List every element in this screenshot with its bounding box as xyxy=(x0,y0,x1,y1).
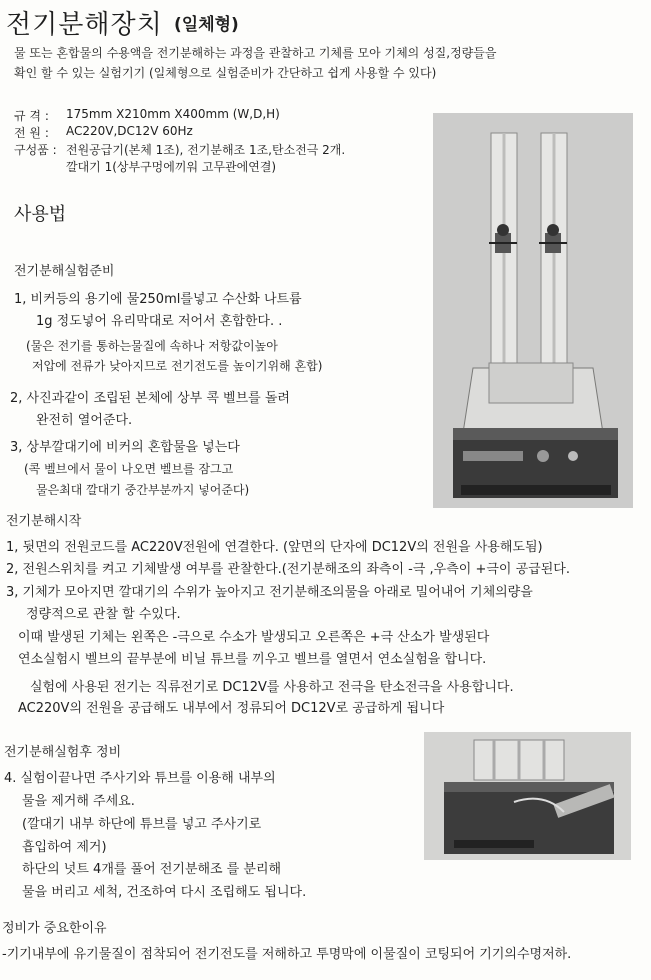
prep-heading: 전기분해실험준비 xyxy=(14,264,115,279)
start-heading: 전기분해시작 xyxy=(6,514,82,529)
prep-line: 3, 상부깔대기에 비커의 혼합물을 넣는다 xyxy=(10,440,240,455)
after-line: (깔대기 내부 하단에 튜브를 넣고 주사기로 xyxy=(22,817,262,832)
start-line: AC220V의 전원을 공급해도 내부에서 정류되어 DC12V로 공급하게 됩니다 xyxy=(18,701,445,716)
start-line: 2, 전원스위치를 켜고 기체발생 여부를 관찰한다.(전기분해조의 좌측이 -극 ,우측이 +극이 공급된다. xyxy=(6,562,570,577)
prep-line: 1, 비커등의 용기에 물250ml를넣고 수산화 나트륨 xyxy=(14,292,302,307)
document-title: 전기분해장치 xyxy=(6,10,163,40)
spec-size-value: 175mm X210mm X400mm (W,D,H) xyxy=(66,107,280,121)
spec-parts-value-1: 전원공급기(본체 1조), 전기분해조 1조,탄소전극 2개. xyxy=(66,143,346,157)
after-line: 물을 제거해 주세요. xyxy=(22,794,135,809)
prep-line: (콕 벨브에서 물이 나오면 벨브를 잠그고 xyxy=(24,462,234,476)
spec-parts-label: 구성품 : xyxy=(14,143,57,157)
after-line: 4. 실험이끝나면 주사기와 튜브를 이용해 내부의 xyxy=(4,771,276,786)
spec-power-label: 전 원 : xyxy=(14,126,49,140)
start-line: 연소실험시 벨브의 끝부분에 비닐 튜브를 끼우고 벨브를 열면서 연소실험을 합니다. xyxy=(18,652,487,667)
reason-line: -기기내부에 유기물질이 점착되어 전기전도를 저해하고 투명막에 이물질이 코팅되어 기기의수명저하. xyxy=(2,947,572,962)
document-subtitle: (일체형) xyxy=(174,15,239,35)
start-line: 3, 기체가 모아지면 깔대기의 수위가 높아지고 전기분해조의물을 아래로 밀어내어 기체의량을 xyxy=(6,585,533,600)
after-line: 흡입하여 제거) xyxy=(22,840,107,855)
after-heading: 전기분해실험후 정비 xyxy=(4,745,122,760)
maintenance-photo-image xyxy=(424,732,631,860)
prep-line: 1g 정도넣어 유리막대로 저어서 혼합한다. . xyxy=(36,314,283,329)
apparatus-photo xyxy=(433,113,633,508)
start-line: 정량적으로 관찰 할 수있다. xyxy=(26,607,181,622)
prep-line: 저압에 전류가 낮아지므로 전기전도를 높이기위해 혼합) xyxy=(32,359,323,373)
prep-line: 2, 사진과같이 조립된 본체에 상부 콕 벨브를 돌려 xyxy=(10,391,290,406)
start-line: 실험에 사용된 전기는 직류전기로 DC12V를 사용하고 전극을 탄소전극을 사용합니다. xyxy=(30,680,514,695)
prep-line: 물은최대 깔대기 중간부분까지 넣어준다) xyxy=(36,483,250,497)
prep-line: 완전히 열어준다. xyxy=(36,413,133,428)
start-line: 이때 발생된 기체는 왼쪽은 -극으로 수소가 발생되고 오른쪽은 +극 산소가 발생된다 xyxy=(18,630,490,645)
usage-heading: 사용법 xyxy=(14,204,67,225)
spec-size-label: 규 격 : xyxy=(14,109,49,123)
intro-line-1: 물 또는 혼합물의 수용액을 전기분해하는 과정을 관찰하고 기체를 모아 기체의 성질,정량들을 xyxy=(14,46,497,60)
spec-power-value: AC220V,DC12V 60Hz xyxy=(66,124,193,138)
after-line: 하단의 넛트 4개를 풀어 전기분해조 를 분리해 xyxy=(22,862,282,877)
spec-parts-value-2: 깔대기 1(상부구멍에끼워 고무관에연결) xyxy=(66,160,277,174)
reason-heading: 정비가 중요한이유 xyxy=(2,921,107,936)
after-line: 물을 버리고 세척, 건조하여 다시 조립해도 됩니다. xyxy=(22,885,307,900)
start-line: 1, 뒷면의 전원코드를 AC220V전원에 연결한다. (앞면의 단자에 DC12V의 전원을 사용해도됨) xyxy=(6,540,543,555)
apparatus-photo-image xyxy=(433,113,633,508)
intro-line-2: 확인 할 수 있는 실험기기 (일체형으로 실험준비가 간단하고 쉽게 사용할 수 있다) xyxy=(14,66,437,80)
prep-line: (물은 전기를 통하는물질에 속하나 저항값이높아 xyxy=(26,339,278,353)
maintenance-photo xyxy=(424,732,631,860)
